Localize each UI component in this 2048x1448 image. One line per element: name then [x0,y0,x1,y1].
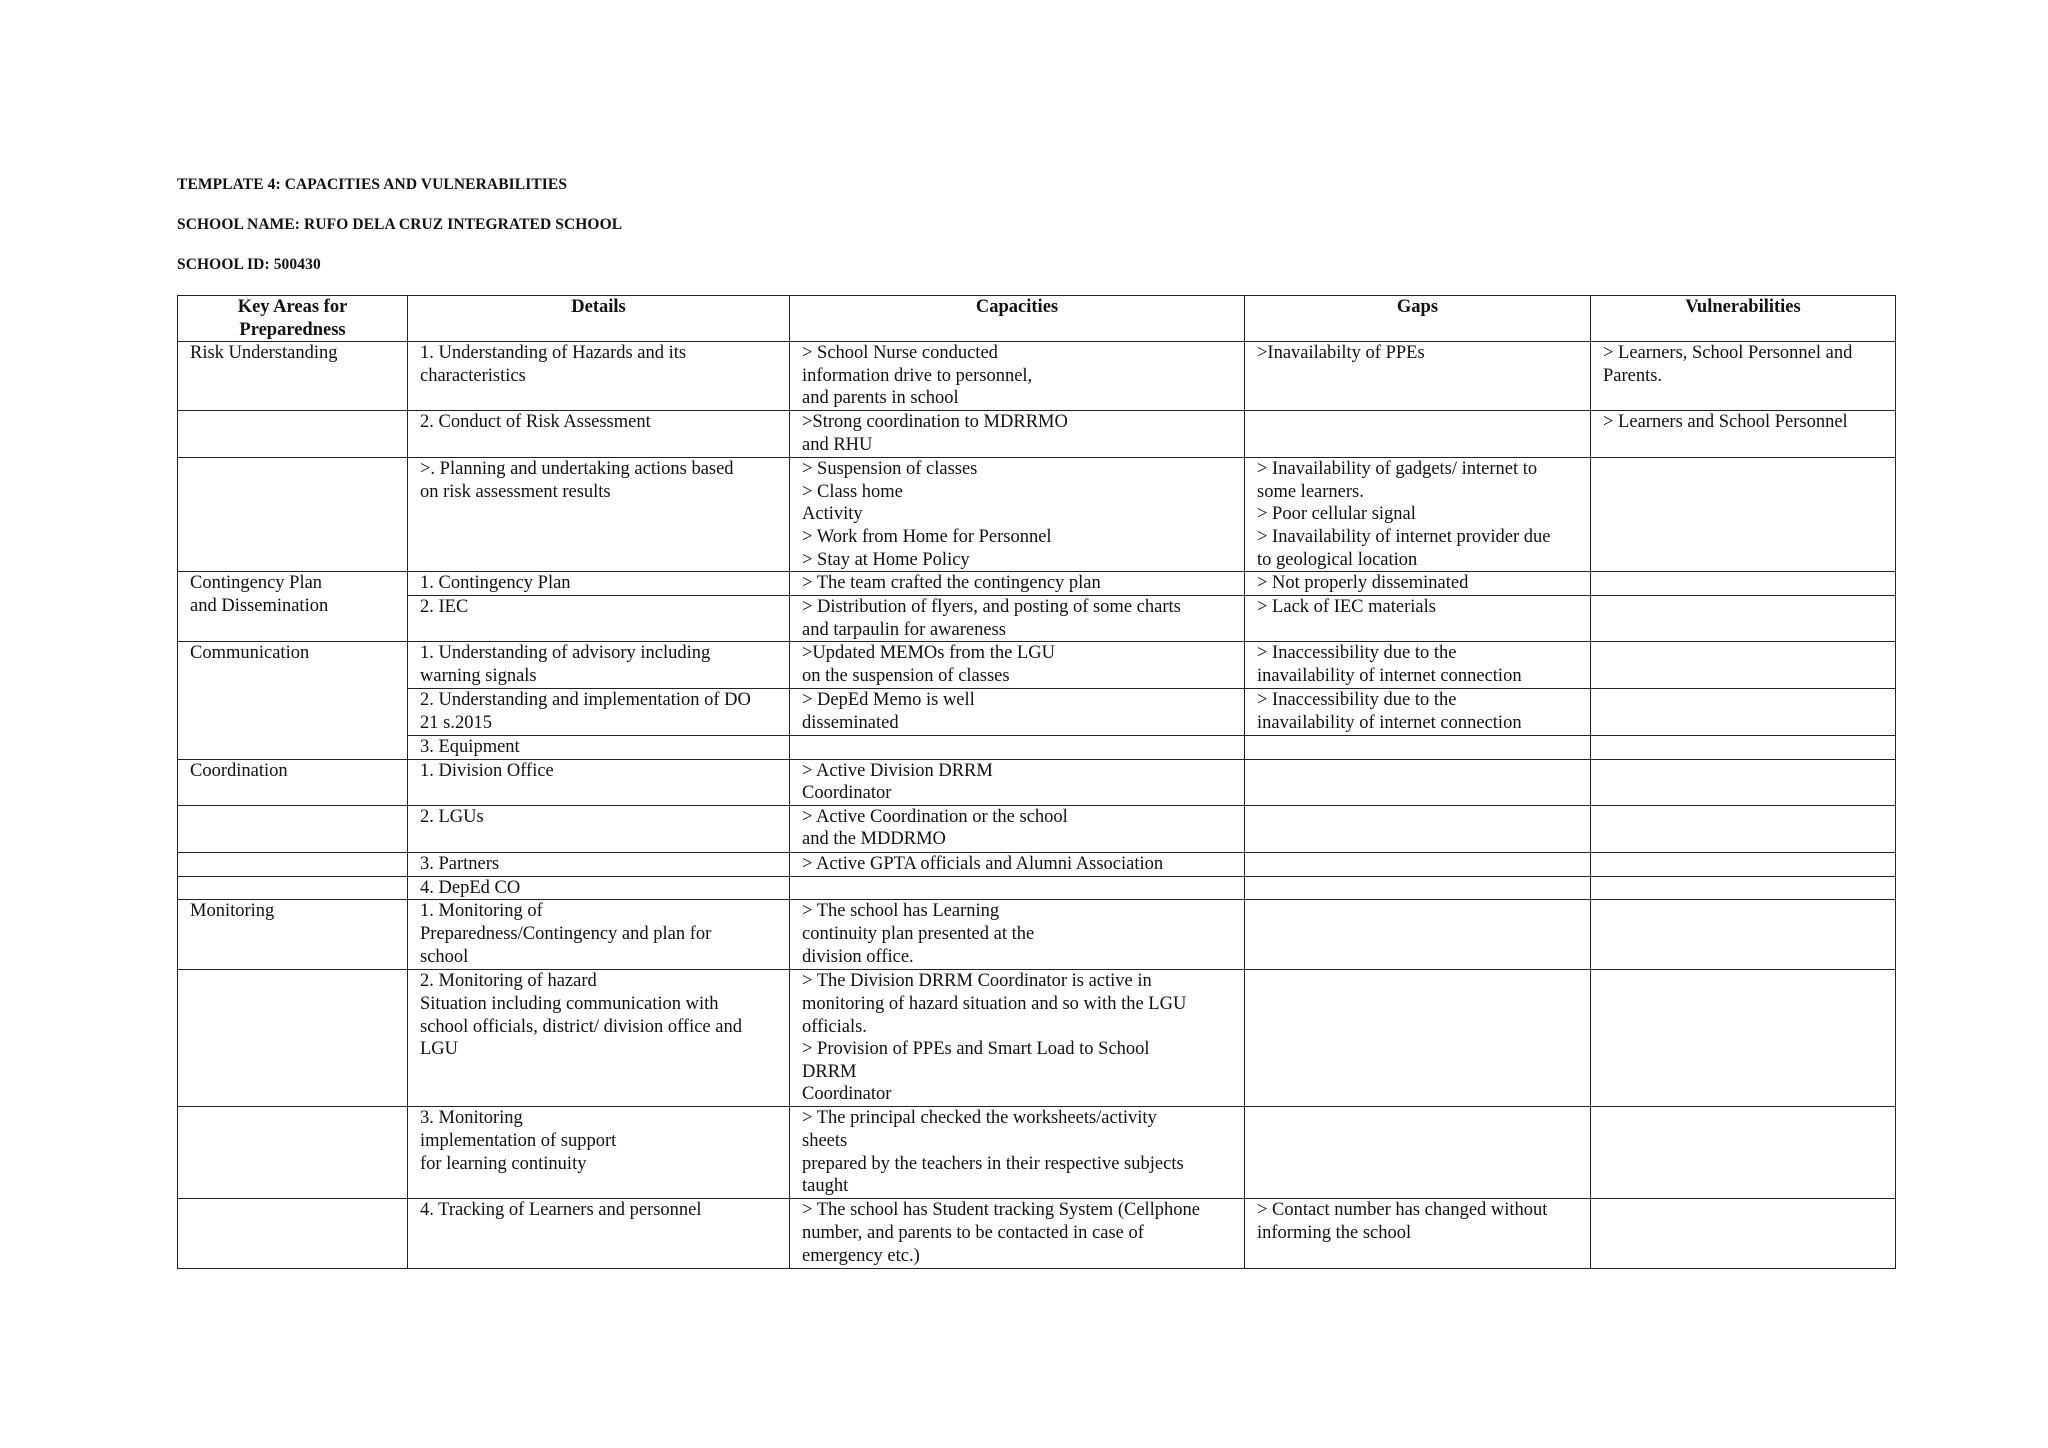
cell-vulnerabilities [1591,1107,1896,1199]
cell-capacities: > DepEd Memo is well disseminated [790,689,1245,735]
cell-vulnerabilities [1591,689,1896,735]
cell-gaps: > Not properly disseminated [1245,572,1591,596]
cell-capacities: > The school has Student tracking System (Cellphone number, and parents to be contacted in case of emergency etc.) [790,1199,1245,1269]
table-row [178,596,1896,642]
cell-key-area [178,852,408,876]
school-name: SCHOOL NAME: RUFO DELA CRUZ INTEGRATED SCHOOL [177,216,623,233]
cell-vulnerabilities: > Learners and School Personnel [1591,411,1896,458]
cell-gaps [1245,759,1591,805]
cell-key-area [178,1199,408,1269]
header-vulnerabilities: Vulnerabilities [1591,296,1896,342]
table-row [178,458,1896,572]
cell-gaps: >Inavailabilty of PPEs [1245,342,1591,411]
cell-capacities: >Updated MEMOs from the LGU on the suspension of classes [790,642,1245,689]
cell-vulnerabilities [1591,805,1896,852]
cell-capacities: > The principal checked the worksheets/activity sheets prepared by the teachers in their respective subjects taught [790,1107,1245,1199]
cell-details: 2. Monitoring of hazard Situation including communication with school officials, district/ division office and LGU [408,970,790,1107]
cell-details: 1. Understanding of Hazards and its characteristics [408,342,790,411]
table-row [178,970,1896,1107]
table-row [178,642,1896,689]
table-row [178,689,1896,735]
cell-vulnerabilities [1591,900,1896,970]
table-row [178,572,1896,596]
cell-gaps [1245,876,1591,900]
cell-capacities: > Active Coordination or the school and the MDDRMO [790,805,1245,852]
cell-gaps: > Inavailability of gadgets/ internet to some learners. > Poor cellular signal > Inavailability of internet provider due to geological location [1245,458,1591,572]
cell-vulnerabilities [1591,458,1896,572]
cell-key-area [178,458,408,572]
cell-gaps: > Contact number has changed without informing the school [1245,1199,1591,1269]
cell-details: 1. Understanding of advisory including warning signals [408,642,790,689]
cell-details: 2. Understanding and implementation of DO 21 s.2015 [408,689,790,735]
school-id: SCHOOL ID: 500430 [177,256,321,273]
cell-capacities: > School Nurse conducted information drive to personnel, and parents in school [790,342,1245,411]
cell-key-area: Communication [178,642,408,759]
cell-details: 2. Conduct of Risk Assessment [408,411,790,458]
cell-capacities [790,735,1245,759]
cell-capacities: > The school has Learning continuity plan presented at the division office. [790,900,1245,970]
cell-details: 4. Tracking of Learners and personnel [408,1199,790,1269]
cell-vulnerabilities [1591,1199,1896,1269]
cell-vulnerabilities [1591,852,1896,876]
table-row [178,1199,1896,1269]
cell-capacities: >Strong coordination to MDRRMO and RHU [790,411,1245,458]
cell-vulnerabilities [1591,642,1896,689]
cell-details: 3. Monitoring implementation of support for learning continuity [408,1107,790,1199]
cell-capacities: > The team crafted the contingency plan [790,572,1245,596]
cell-key-area: Risk Understanding [178,342,408,411]
table-row [178,411,1896,458]
table-row [178,805,1896,852]
cell-gaps: > Inaccessibility due to the inavailability of internet connection [1245,689,1591,735]
header-key-areas: Key Areas for Preparedness [178,296,408,342]
table-row [178,876,1896,900]
cell-gaps [1245,900,1591,970]
cell-gaps [1245,1107,1591,1199]
header-gaps: Gaps [1245,296,1591,342]
cell-key-area [178,1107,408,1199]
cell-gaps: > Lack of IEC materials [1245,596,1591,642]
cell-key-area: Monitoring [178,900,408,970]
cell-key-area: Contingency Plan and Dissemination [178,572,408,642]
cell-details: 1. Division Office [408,759,790,805]
cell-gaps [1245,970,1591,1107]
cell-details: >. Planning and undertaking actions based on risk assessment results [408,458,790,572]
cell-details: 1. Contingency Plan [408,572,790,596]
header-capacities: Capacities [790,296,1245,342]
cell-key-area [178,970,408,1107]
cell-key-area [178,805,408,852]
cell-key-area [178,411,408,458]
template-title: TEMPLATE 4: CAPACITIES AND VULNERABILITIES [177,176,568,193]
cell-capacities: > Active Division DRRM Coordinator [790,759,1245,805]
table-row [178,1107,1896,1199]
cell-gaps [1245,852,1591,876]
table-row [178,852,1896,876]
cell-capacities: > Suspension of classes > Class home Activity > Work from Home for Personnel > Stay at Home Policy [790,458,1245,572]
cell-key-area [178,876,408,900]
cell-vulnerabilities: > Learners, School Personnel and Parents. [1591,342,1896,411]
cell-capacities: > Distribution of flyers, and posting of some charts and tarpaulin for awareness [790,596,1245,642]
cell-details: 4. DepEd CO [408,876,790,900]
capacities-vulnerabilities-table [177,295,1896,1269]
table-header-row [178,296,1896,342]
table-row [178,735,1896,759]
cell-vulnerabilities [1591,876,1896,900]
cell-vulnerabilities [1591,572,1896,596]
cell-details: 1. Monitoring of Preparedness/Contingency and plan for school [408,900,790,970]
cell-gaps: > Inaccessibility due to the inavailability of internet connection [1245,642,1591,689]
table-row [178,900,1896,970]
cell-gaps [1245,805,1591,852]
cell-details: 2. IEC [408,596,790,642]
header-details: Details [408,296,790,342]
cell-capacities [790,876,1245,900]
cell-details: 3. Partners [408,852,790,876]
cell-capacities: > Active GPTA officials and Alumni Association [790,852,1245,876]
cell-capacities: > The Division DRRM Coordinator is active in monitoring of hazard situation and so with the LGU officials. > Provision of PPEs and Smart Load to School DRRM Coordinator [790,970,1245,1107]
cell-details: 2. LGUs [408,805,790,852]
cell-vulnerabilities [1591,596,1896,642]
cell-gaps [1245,735,1591,759]
cell-details: 3. Equipment [408,735,790,759]
cell-vulnerabilities [1591,735,1896,759]
cell-gaps [1245,411,1591,458]
table-row [178,342,1896,411]
cell-key-area: Coordination [178,759,408,805]
cell-vulnerabilities [1591,759,1896,805]
cell-vulnerabilities [1591,970,1896,1107]
table-row [178,759,1896,805]
